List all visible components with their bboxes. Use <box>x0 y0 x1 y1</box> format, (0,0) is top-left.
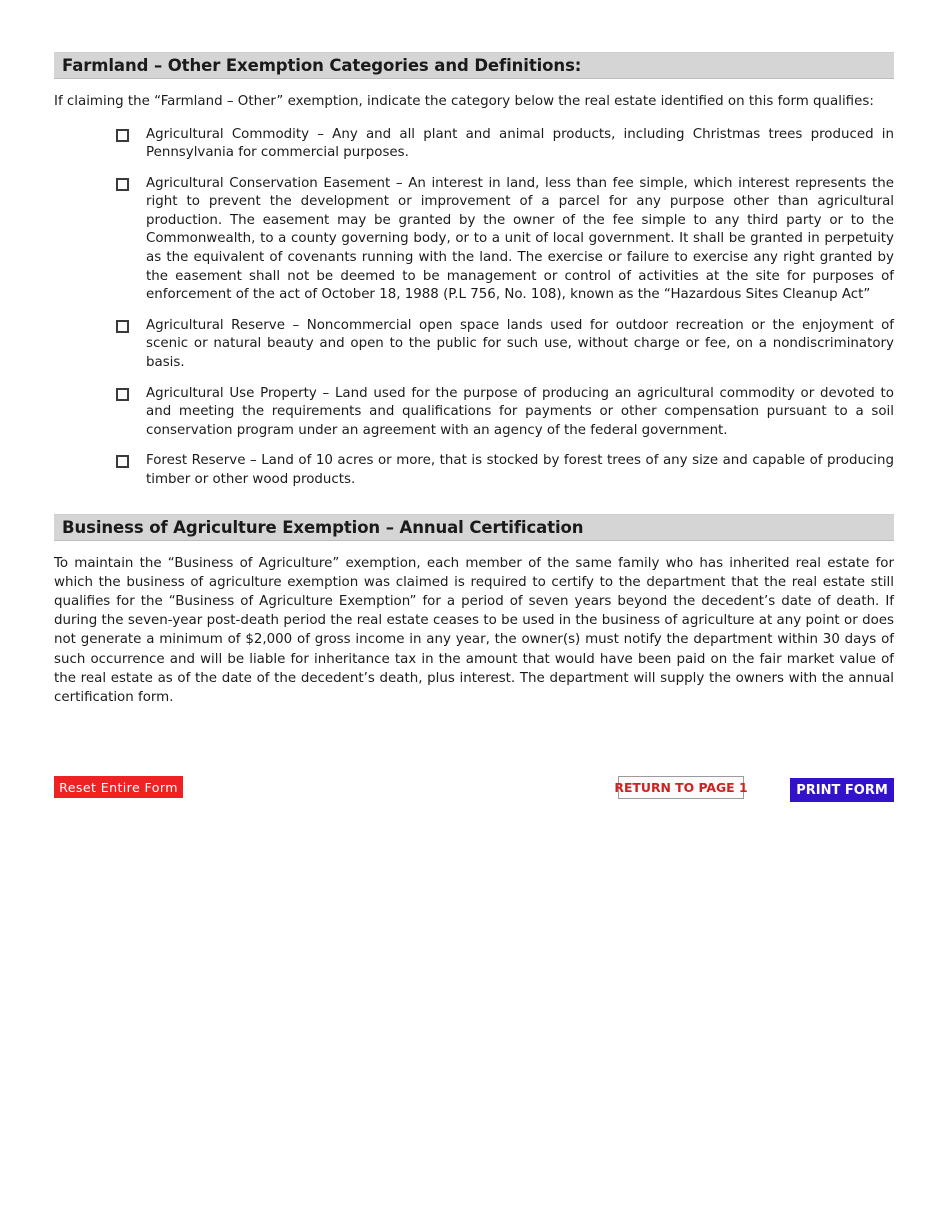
section-spacer <box>54 490 894 514</box>
checklist-label-forest-reserve: Forest Reserve – Land of 10 acres or more, that is stocked by forest trees of any size and capable of producing timber or other wood products. <box>146 453 894 487</box>
print-form-button[interactable]: PRINT FORM <box>790 778 894 802</box>
checklist-item-agricultural-reserve[interactable] <box>116 317 894 373</box>
checklist-label-agricultural-commodity: Agricultural Commodity – Any and all plant and animal products, including Christmas trees produced in Pennsylvania for commercial purposes. <box>146 126 894 161</box>
checkbox-agricultural-conservation-easement[interactable] <box>116 178 129 191</box>
business-of-agriculture-body-text: To maintain the “Business of Agriculture” exemption, each member of the same family who has inherited real estate for which the business of agriculture exemption was claimed is required to certify to the department that the real estate still qualifies for the “Business of Agriculture Exemption” for a period of seven years beyond the decedent’s date of death. If during the seven-year post-death period the real estate ceases to be used in the business of agriculture at any point or does not generate a minimum of $2,000 of gross income in any year, the owner(s) must notify the department within 30 days of such occurrence and will be liable for inheritance tax in the amount that would have been paid on the fair market value of the real estate as of the date of the decedent’s death, plus interest. The department will supply the owners with the annual certification form. <box>54 555 894 706</box>
exemption-category-checklist <box>54 126 894 490</box>
checklist-item-agricultural-use-property[interactable] <box>116 385 894 441</box>
checklist-item-forest-reserve[interactable] <box>116 452 894 489</box>
section-title-business-of-agriculture: Business of Agriculture Exemption – Annual Certification <box>62 517 584 537</box>
checklist-label-agricultural-conservation-easement: Agricultural Conservation Easement – An interest in land, less than fee simple, which interest represents the right to prevent the development or improvement of a parcel for any purpose other than agricultural production. The easement may be granted by the owner of the fee simple to any third party or to the Commonwealth, to a county governing body, or to a unit of local government. It shall be granted in perpetuity as the equivalent of covenants running with the land. The exercise or failure to exercise any right granted by the easement shall not be deemed to be management or control of activities at the site for purposes of enforcement of the act of October 18, 1988 (P.L 756, No. 108), known as the “Hazardous Sites Cleanup Act” <box>146 175 894 303</box>
farmland-other-intro-text: If claiming the “Farmland – Other” exemption, indicate the category below the real estate identified on this form qualifies: <box>54 94 874 109</box>
section-header-business-of-agriculture <box>54 514 894 541</box>
checkbox-agricultural-commodity[interactable] <box>116 129 129 142</box>
form-content <box>54 52 894 721</box>
checkbox-agricultural-reserve[interactable] <box>116 320 129 333</box>
return-to-page-1-button[interactable]: RETURN TO PAGE 1 <box>618 776 744 799</box>
checklist-item-agricultural-commodity[interactable] <box>116 126 894 163</box>
checklist-label-agricultural-use-property: Agricultural Use Property – Land used for the purpose of producing an agricultural commodity or devoted to and meeting the requirements and qualifications for payments or other compensation pursuant to a soil conservation program under an agreement with an agency of the federal government. <box>146 385 894 438</box>
section-header-farmland-other <box>54 52 894 79</box>
checkbox-agricultural-use-property[interactable] <box>116 388 129 401</box>
section-title-farmland-other: Farmland – Other Exemption Categories and Definitions: <box>62 56 582 75</box>
form-button-row <box>54 776 894 802</box>
checkbox-forest-reserve[interactable] <box>116 455 129 468</box>
reset-entire-form-button[interactable]: Reset Entire Form <box>54 776 183 798</box>
checklist-label-agricultural-reserve: Agricultural Reserve – Noncommercial open space lands used for outdoor recreation or the enjoyment of scenic or natural beauty and open to the public for such use, without charge or fee, on a nondiscriminatory basis. <box>146 317 894 371</box>
checklist-item-agricultural-conservation-easement[interactable] <box>116 175 894 305</box>
